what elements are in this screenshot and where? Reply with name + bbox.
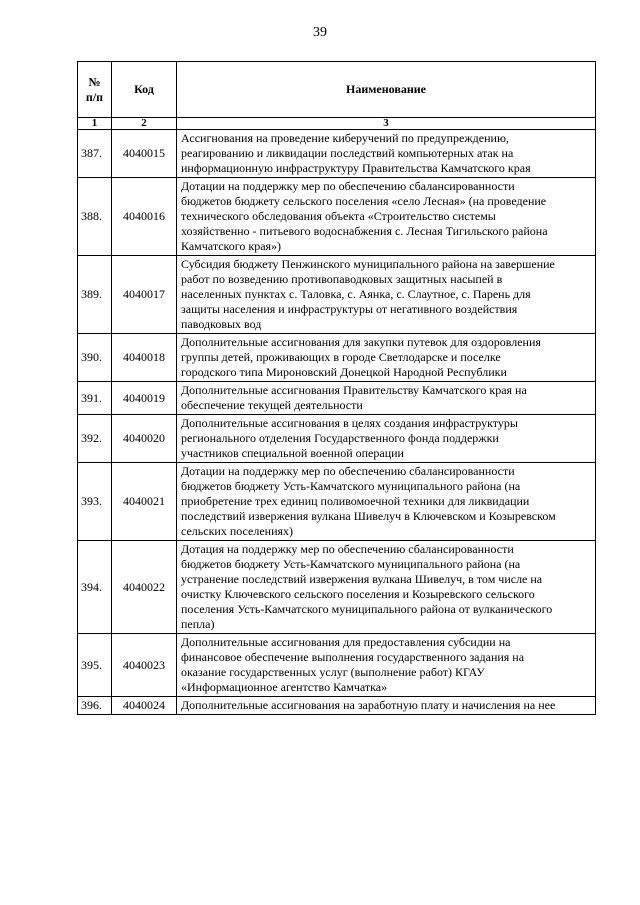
column-index: 2 [112, 118, 177, 130]
row-name-line: Дотации на поддержку мер по обеспечению сбалансированности [181, 464, 515, 478]
row-name [177, 130, 596, 178]
row-number: 396. [78, 697, 112, 715]
row-number: 388. [78, 178, 112, 256]
row-name-line: Камчатского края») [181, 239, 282, 253]
row-name [177, 463, 596, 541]
row-name-line: Дотации на поддержку мер по обеспечению сбалансированности [181, 179, 515, 193]
row-code: 4040017 [112, 256, 177, 334]
row-name [177, 382, 596, 415]
row-name-line: очистку Ключевского сельского поселения и Козыревского сельского [181, 587, 535, 601]
row-name-line: регионального отделения Государственного фонда поддержки [181, 431, 499, 445]
row-name-line: приобретение трех единиц поливомоечной техники для ликвидации [181, 494, 530, 508]
row-name-line: хозяйственно - питьевого водоснабжения с. Лесная Тигильского района [181, 224, 548, 238]
row-number: 387. [78, 130, 112, 178]
table-row [78, 334, 596, 382]
row-number: 391. [78, 382, 112, 415]
row-name-line: бюджетов бюджету Усть-Камчатского муниципального района (на [181, 557, 521, 571]
row-name-line: Дополнительные ассигнования для закупки путевок для оздоровления [181, 335, 541, 349]
header-code: Код [112, 62, 177, 118]
row-name [177, 178, 596, 256]
row-name-line: технического обследования объекта «Строительство системы [181, 209, 496, 223]
row-name-line: Дополнительные ассигнования Правительству Камчатского края на [181, 383, 527, 397]
row-name-line: участников специальной военной операции [181, 446, 404, 460]
row-number: 393. [78, 463, 112, 541]
header-num-line2: п/п [85, 89, 104, 104]
row-code: 4040015 [112, 130, 177, 178]
header-num [78, 62, 112, 118]
row-name [177, 634, 596, 697]
header-name: Наименование [177, 62, 596, 118]
row-name [177, 541, 596, 634]
table-row [78, 130, 596, 178]
header-num-line1: № [88, 74, 101, 89]
table-row [78, 634, 596, 697]
row-name-line: городского типа Мироновский Донецкой Народной Республики [181, 365, 507, 379]
row-name-line: последствий извержения вулкана Шивелуч в Ключевском и Козыревском [181, 509, 556, 523]
row-name-line: «Информационное агентство Камчатка» [181, 680, 388, 694]
page-number: 39 [313, 25, 327, 40]
row-code: 4040023 [112, 634, 177, 697]
row-number: 395. [78, 634, 112, 697]
row-name-line: бюджетов бюджету сельского поселения «село Лесная» (на проведение [181, 194, 547, 208]
row-name [177, 697, 596, 715]
table-header-row [78, 62, 596, 118]
row-name-line: устранение последствий извержения вулкана Шивелуч, в том числе на [181, 572, 543, 586]
row-code: 4040021 [112, 463, 177, 541]
table-row [78, 382, 596, 415]
row-number: 394. [78, 541, 112, 634]
row-name-line: сельских поселениях) [181, 524, 294, 538]
row-name-line: бюджетов бюджету Усть-Камчатского муниципального района (на [181, 479, 521, 493]
row-name-line: паводковых вод [181, 317, 262, 331]
column-index: 3 [177, 118, 596, 130]
column-index-row [78, 118, 596, 130]
column-index: 1 [78, 118, 112, 130]
row-name-line: Ассигнования на проведение киберучений по предупреждению, [181, 131, 509, 145]
row-code: 4040022 [112, 541, 177, 634]
table-row [78, 541, 596, 634]
row-name-line: группы детей, проживающих в городе Светлодарске и поселке [181, 350, 501, 364]
row-code: 4040016 [112, 178, 177, 256]
row-number: 389. [78, 256, 112, 334]
row-name-line: Дополнительные ассигнования для предоставления субсидии на [181, 635, 511, 649]
row-name-line: защиты населения и инфраструктуры от негативного воздействия [181, 302, 518, 316]
budget-codes-table [77, 61, 596, 715]
row-number: 392. [78, 415, 112, 463]
row-code: 4040018 [112, 334, 177, 382]
row-code: 4040020 [112, 415, 177, 463]
table-row [78, 256, 596, 334]
row-name-line: работ по возведению противопаводковых защитных насыпей в [181, 272, 503, 286]
row-name [177, 415, 596, 463]
row-name-line: информационную инфраструктуру Правительства Камчатского края [181, 161, 531, 175]
row-name-line: финансовое обеспечение выполнения государственного задания на [181, 650, 525, 664]
row-name-line: оказание государственных услуг (выполнение работ) КГАУ [181, 665, 485, 679]
row-name-line: пепла) [181, 617, 215, 631]
row-name-line: реагированию и ликвидации последствий компьютерных атак на [181, 146, 514, 160]
row-number: 390. [78, 334, 112, 382]
row-name-line: Дополнительные ассигнования в целях создания инфраструктуры [181, 416, 518, 430]
row-name [177, 334, 596, 382]
row-name [177, 256, 596, 334]
row-code: 4040024 [112, 697, 177, 715]
table-row [78, 178, 596, 256]
row-name-line: Дополнительные ассигнования на заработную плату и начисления на нее [181, 698, 556, 712]
row-name-line: населенных пунктах с. Таловка, с. Аянка, с. Слаутное, с. Парень для [181, 287, 531, 301]
row-code: 4040019 [112, 382, 177, 415]
row-name-line: поселения Усть-Камчатского муниципального района от вулканического [181, 602, 553, 616]
table-row [78, 697, 596, 715]
table-row [78, 463, 596, 541]
row-name-line: обеспечение текущей деятельности [181, 398, 363, 412]
row-name-line: Субсидия бюджету Пенжинского муниципального района на завершение [181, 257, 555, 271]
row-name-line: Дотация на поддержку мер по обеспечению сбалансированности [181, 542, 514, 556]
table-row [78, 415, 596, 463]
